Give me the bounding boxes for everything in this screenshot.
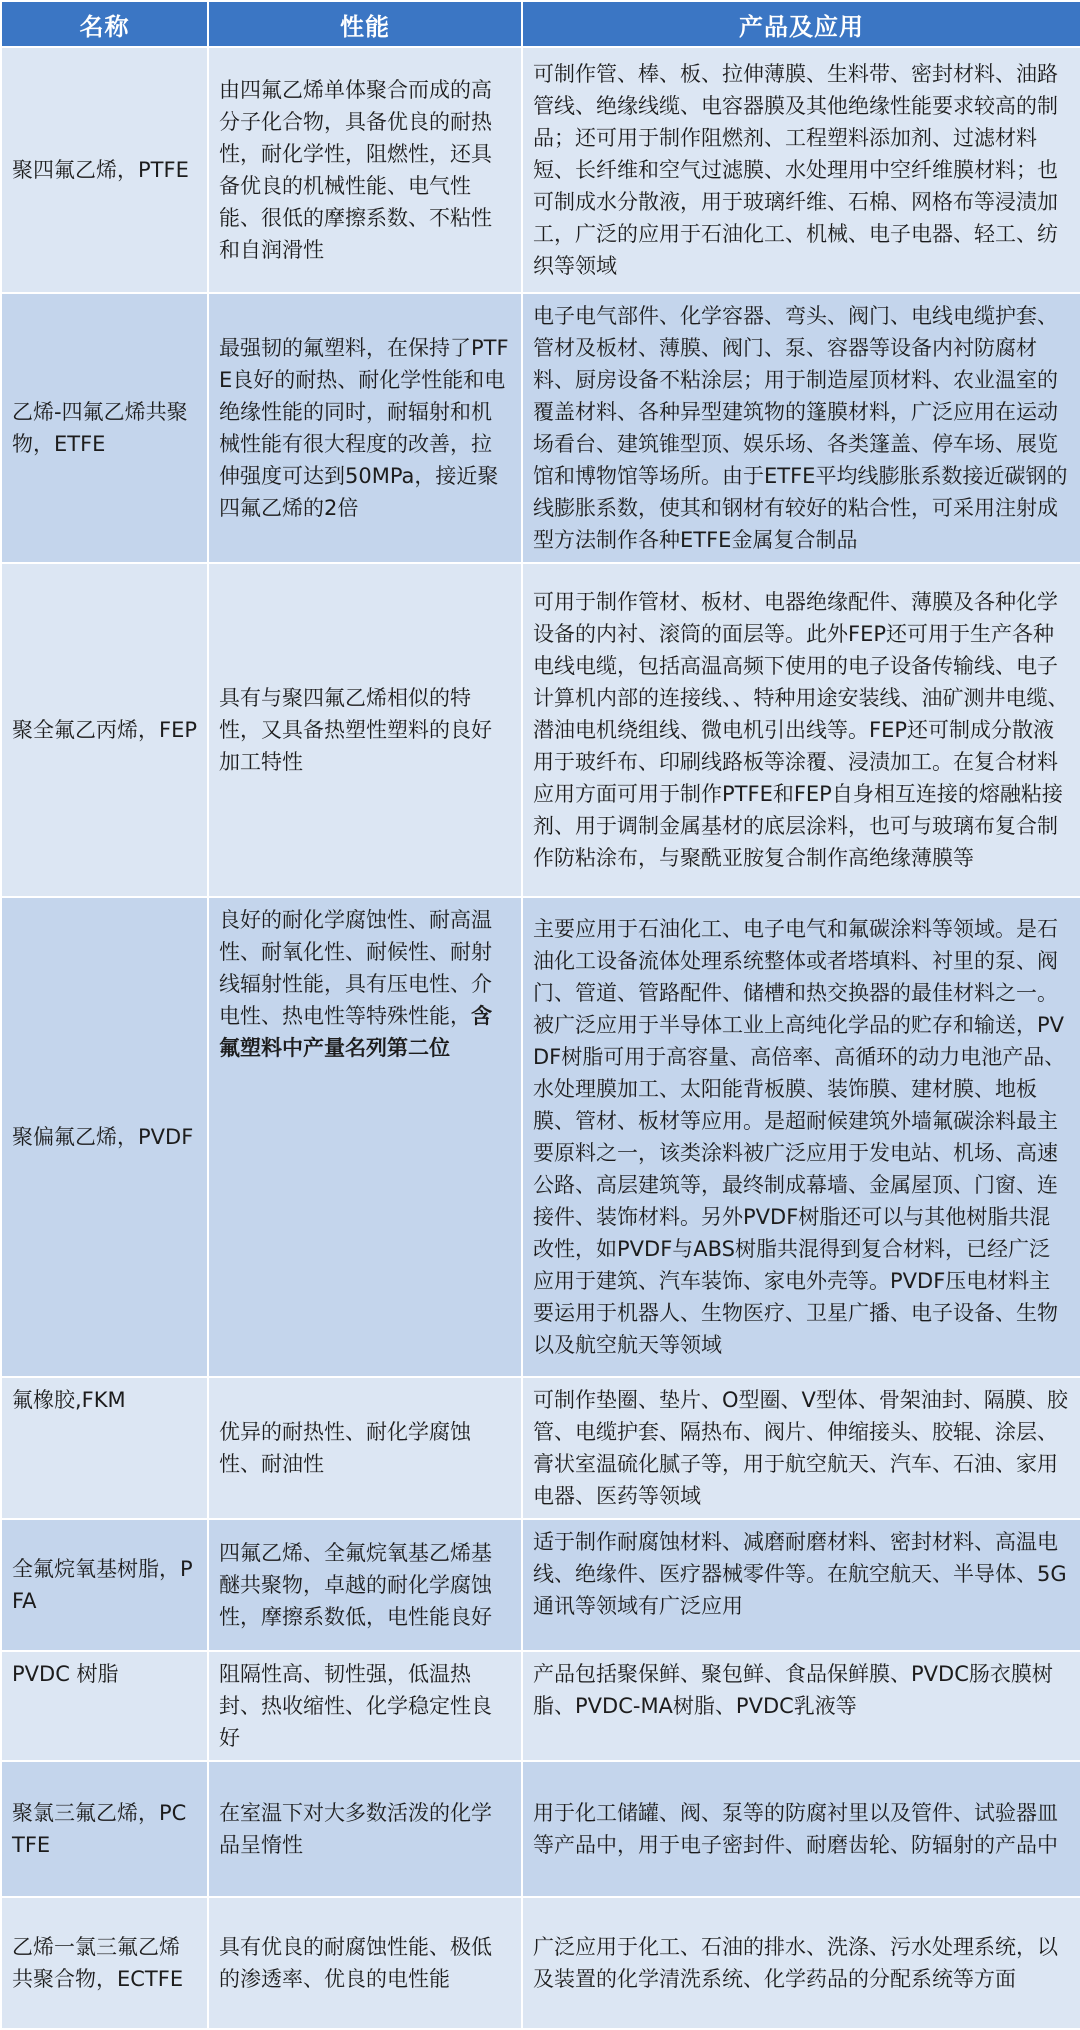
row-performance: 在室温下对大多数活泼的化学品呈惰性 bbox=[208, 1761, 522, 1897]
row-name: 聚偏氟乙烯，PVDF bbox=[1, 897, 208, 1377]
row-performance: 阻隔性高、韧性强，低温热封、热收缩性、化学稳定性良好 bbox=[208, 1651, 522, 1761]
row-applications: 电子电气部件、化学容器、弯头、阀门、电线电缆护套、管材及板材、薄膜、阀门、泵、容器等设备内衬防腐材料、厨房设备不粘涂层；用于制造屋顶材料、农业温室的覆盖材料、各种异型建筑物的篷膜材料，广泛应用在运动场看台、建筑锥型顶、娱乐场、各类篷盖、停车场、展览馆和博物馆等场所。由于ETFE平均线膨胀系数接近碳钢的线膨胀系数，使其和钢材有较好的粘合性，可采用注射成型方法制作各种ETFE金属复合制品 bbox=[522, 293, 1080, 563]
header-name: 名称 bbox=[1, 1, 208, 47]
row-performance-highlight: 含氟塑料中产量名列第二位 bbox=[219, 1004, 492, 1060]
row-name: 聚氯三氟乙烯，PCTFE bbox=[1, 1761, 208, 1897]
row-applications: 广泛应用于化工、石油的排水、洗涤、污水处理系统，以及装置的化学清洗系统、化学药品的分配系统等方面 bbox=[522, 1897, 1080, 2029]
row-performance: 优异的耐热性、耐化学腐蚀性、耐油性 bbox=[208, 1377, 522, 1519]
row-name: 聚全氟乙丙烯，FEP bbox=[1, 563, 208, 897]
table-row bbox=[1, 1519, 1080, 1651]
row-applications: 产品包括聚保鲜、聚包鲜、食品保鲜膜、PVDC肠衣膜树脂、PVDC-MA树脂、PVDC乳液等 bbox=[522, 1651, 1080, 1761]
row-name: 乙烯一氯三氟乙烯共聚合物，ECTFE bbox=[1, 1897, 208, 2029]
row-applications: 可用于制作管材、板材、电器绝缘配件、薄膜及各种化学设备的内衬、滚筒的面层等。此外FEP还可用于生产各种电线电缆，包括高温高频下使用的电子设备传输线、电子计算机内部的连接线、、特种用途安装线、油矿测井电缆、潜油电机绕组线、微电机引出线等。FEP还可制成分散液用于玻纤布、印刷线路板等涂覆、浸渍加工。在复合材料应用方面可用于制作PTFE和FEP自身相互连接的熔融粘接剂、用于调制金属基材的底层涂料，也可与玻璃布复合制作防粘涂布，与聚酰亚胺复合制作高绝缘薄膜等 bbox=[522, 563, 1080, 897]
header-applications: 产品及应用 bbox=[522, 1, 1080, 47]
row-performance: 良好的耐化学腐蚀性、耐高温性、耐氧化性、耐候性、耐射线辐射性能，具有压电性、介电性、热电性等特殊性能，含氟塑料中产量名列第二位 bbox=[208, 897, 522, 1377]
header-row bbox=[1, 1, 1080, 47]
table-row bbox=[1, 563, 1080, 897]
row-performance: 具有优良的耐腐蚀性能、极低的渗透率、优良的电性能 bbox=[208, 1897, 522, 2029]
row-applications: 可制作管、棒、板、拉伸薄膜、生料带、密封材料、油路管线、绝缘线缆、电容器膜及其他绝缘性能要求较高的制品；还可用于制作阻燃剂、工程塑料添加剂、过滤材料短、长纤维和空气过滤膜、水处理用中空纤维膜材料；也可制成水分散液，用于玻璃纤维、石棉、网格布等浸渍加工，广泛的应用于石油化工、机械、电子电器、轻工、纺织等领域 bbox=[522, 47, 1080, 293]
table-row bbox=[1, 897, 1080, 1377]
table-row bbox=[1, 1651, 1080, 1761]
row-name: 乙烯-四氟乙烯共聚物，ETFE bbox=[1, 293, 208, 563]
row-applications: 可制作垫圈、垫片、O型圈、V型体、骨架油封、隔膜、胶管、电缆护套、隔热布、阀片、伸缩接头、胶辊、涂层、膏状室温硫化腻子等，用于航空航天、汽车、石油、家用电器、医药等领域 bbox=[522, 1377, 1080, 1519]
row-performance: 最强韧的氟塑料，在保持了PTFE良好的耐热、耐化学性能和电绝缘性能的同时，耐辐射和机械性能有很大程度的改善，拉伸强度可达到50MPa，接近聚四氟乙烯的2倍 bbox=[208, 293, 522, 563]
row-applications: 主要应用于石油化工、电子电气和氟碳涂料等领域。是石油化工设备流体处理系统整体或者塔填料、衬里的泵、阀门、管道、管路配件、储槽和热交换器的最佳材料之一。被广泛应用于半导体工业上高纯化学品的贮存和输送，PVDF树脂可用于高容量、高倍率、高循环的动力电池产品、水处理膜加工、太阳能背板膜、装饰膜、建材膜、地板膜、管材、板材等应用。是超耐候建筑外墙氟碳涂料最主要原料之一，该类涂料被广泛应用于发电站、机场、高速公路、高层建筑等，最终制成幕墙、金属屋顶、门窗、连接件、装饰材料。另外PVDF树脂还可以与其他树脂共混改性，如PVDF与ABS树脂共混得到复合材料，已经广泛应用于建筑、汽车装饰、家电外壳等。PVDF压电材料主要运用于机器人、生物医疗、卫星广播、电子设备、生物以及航空航天等领域 bbox=[522, 897, 1080, 1377]
row-name: 全氟烷氧基树脂，PFA bbox=[1, 1519, 208, 1651]
row-applications: 用于化工储罐、阀、泵等的防腐衬里以及管件、试验器皿等产品中，用于电子密封件、耐磨齿轮、防辐射的产品中 bbox=[522, 1761, 1080, 1897]
table-row bbox=[1, 293, 1080, 563]
row-applications: 适于制作耐腐蚀材料、减磨耐磨材料、密封材料、高温电线、绝缘件、医疗器械零件等。在航空航天、半导体、5G通讯等领域有广泛应用 bbox=[522, 1519, 1080, 1651]
row-performance: 四氟乙烯、全氟烷氧基乙烯基醚共聚物，卓越的耐化学腐蚀性，摩擦系数低，电性能良好 bbox=[208, 1519, 522, 1651]
table-row bbox=[1, 1377, 1080, 1519]
row-name: 聚四氟乙烯，PTFE bbox=[1, 47, 208, 293]
row-performance: 具有与聚四氟乙烯相似的特性，又具备热塑性塑料的良好加工特性 bbox=[208, 563, 522, 897]
row-name: 氟橡胶,FKM bbox=[1, 1377, 208, 1519]
table-row bbox=[1, 47, 1080, 293]
row-name: PVDC 树脂 bbox=[1, 1651, 208, 1761]
header-performance: 性能 bbox=[208, 1, 522, 47]
table-row bbox=[1, 1897, 1080, 2029]
row-performance: 由四氟乙烯单体聚合而成的高分子化合物，具备优良的耐热性，耐化学性，阻燃性，还具备优良的机械性能、电气性能、很低的摩擦系数、不粘性和自润滑性 bbox=[208, 47, 522, 293]
table-row bbox=[1, 1761, 1080, 1897]
